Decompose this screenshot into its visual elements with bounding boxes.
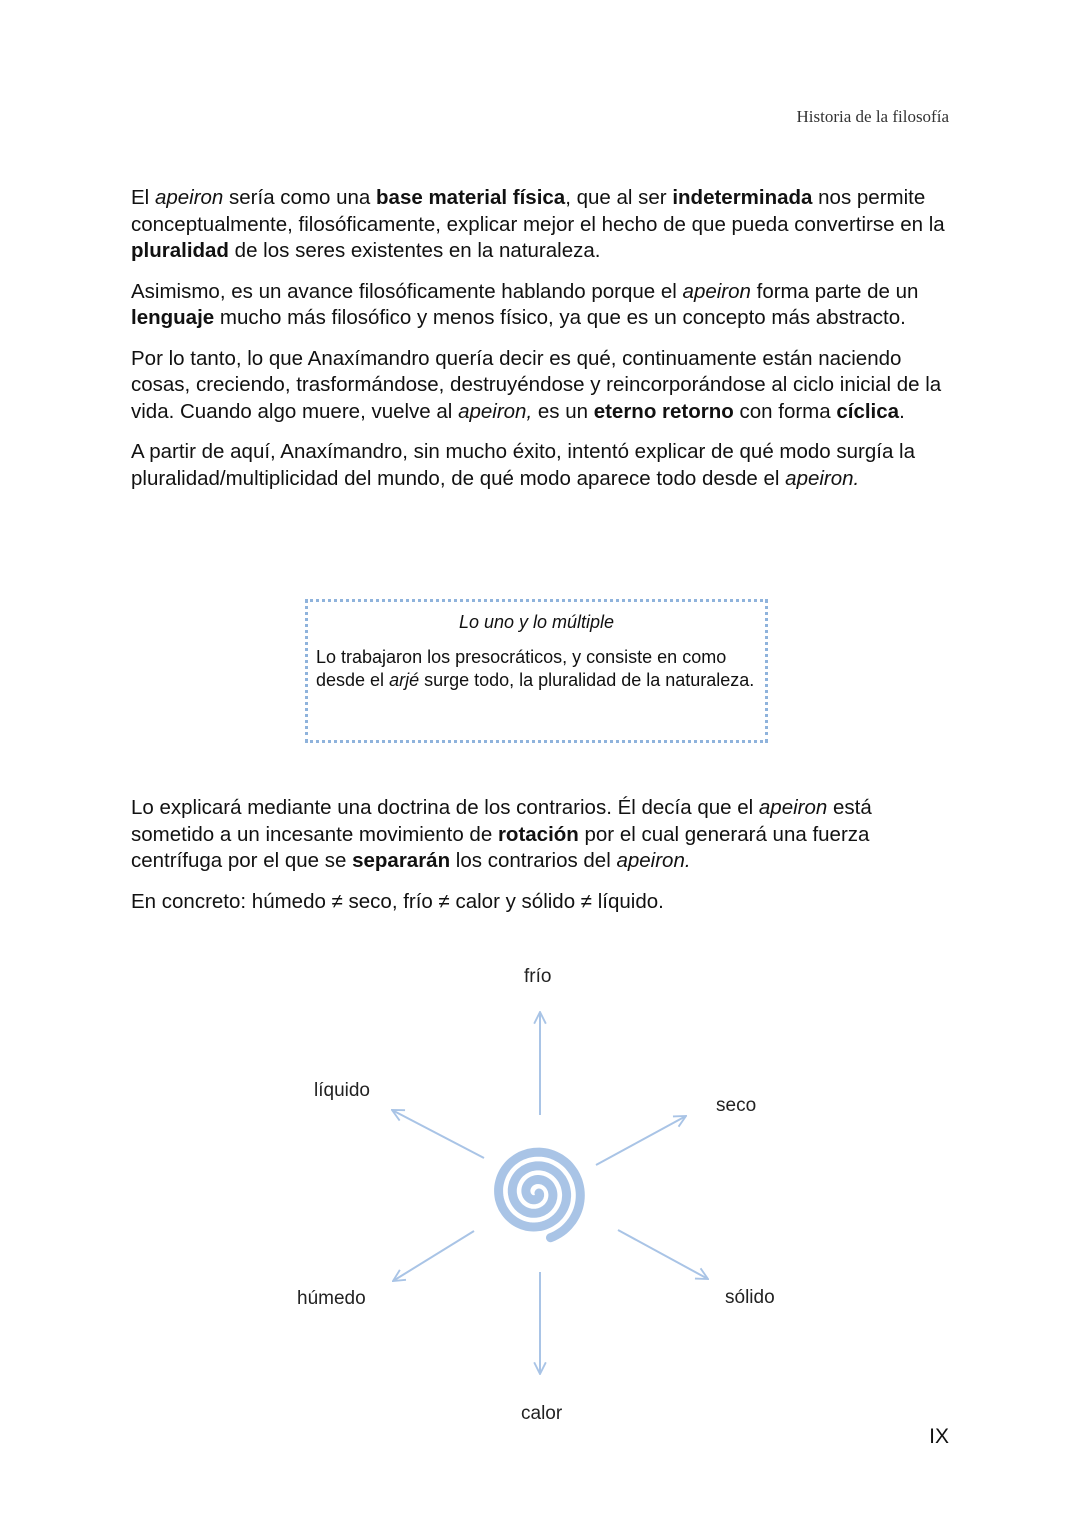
paragraph: [131, 185, 953, 265]
text-run: , que al ser: [565, 186, 673, 209]
label-humedo: húmedo: [297, 1288, 366, 1309]
arrow-liquido: [392, 1110, 484, 1158]
definition-box: [305, 599, 768, 743]
text-run: con forma: [733, 399, 837, 423]
text-run: Lo explicará mediante una doctrina de los contrarios. Él decía que el: [131, 796, 759, 819]
label-seco: seco: [716, 1095, 757, 1116]
text-run: de los seres existentes en la naturaleza.: [228, 239, 601, 262]
paragraph: [131, 439, 953, 492]
arrow-solido: [618, 1230, 708, 1279]
diagram-arrows: [0, 940, 1080, 1440]
text-run: El: [131, 186, 155, 209]
text-run: mucho más filosófico y menos físico, ya que es un concepto más abstracto.: [214, 306, 906, 329]
text-run: apeiron.: [616, 849, 691, 872]
text-run: apeiron,: [458, 399, 533, 423]
text-run: eterno retorno: [593, 399, 734, 423]
text-run: apeiron: [682, 279, 751, 303]
text-run: nos permite conceptualmente, filosóficamente, explicar mejor el hecho de que pueda convertirse en la: [131, 186, 945, 236]
text-run: En concreto: húmedo ≠ seco, frío ≠ calor y sólido ≠ líquido.: [131, 889, 664, 913]
label-calor: calor: [521, 1403, 563, 1424]
text-run: apeiron: [758, 796, 828, 819]
text-run: apeiron: [154, 186, 224, 209]
running-header: Historia de la filosofía: [796, 107, 949, 126]
body-text-top: [131, 185, 953, 506]
text-run: surge todo, la pluralidad de la naturaleza.: [419, 670, 755, 690]
text-run: separarán: [352, 849, 451, 872]
text-run: por el cual generará una fuerza centrífuga por el que se: [131, 822, 870, 872]
text-run: A partir de aquí, Anaxímandro, sin mucho éxito, intentó explicar de qué modo surgía la pluralidad/multiplicidad del mundo, de qué modo aparece todo desde el: [131, 440, 916, 490]
text-run: Lo trabajaron los presocráticos, y consiste en como desde el: [316, 647, 727, 690]
text-run: Por lo tanto, lo que Anaxímandro quería decir es qué, continuamente están naciendo cosas, creciendo, trasformándose, destruyéndose y reincorporándose al ciclo inicial de la vida. Cuando algo muere, vuelve al: [131, 346, 942, 423]
text-run: arjé: [389, 670, 420, 690]
text-run: los contrarios del: [450, 849, 617, 872]
text-run: lenguaje: [131, 306, 215, 329]
paragraph: [131, 346, 953, 426]
label-frio: frío: [524, 966, 552, 987]
text-run: Asimismo, es un avance filosóficamente hablando porque el: [131, 279, 683, 303]
label-solido: sólido: [725, 1287, 775, 1308]
text-run: rotación: [497, 822, 579, 846]
arrow-seco: [596, 1116, 686, 1165]
text-run: .: [899, 399, 905, 423]
text-run: pluralidad: [131, 239, 229, 262]
text-run: forma parte de un: [750, 279, 919, 303]
definition-title: Lo uno y lo múltiple: [458, 612, 615, 632]
body-text-bottom: [131, 795, 953, 929]
arrow-humedo: [393, 1231, 474, 1281]
label-liquido: líquido: [314, 1080, 370, 1101]
paragraph: [131, 279, 953, 332]
text-run: apeiron.: [785, 466, 860, 490]
page-number: IX: [929, 1425, 949, 1448]
text-run: sería como una: [223, 186, 377, 209]
text-run: está sometido a un incesante movimiento de: [131, 796, 872, 846]
text-run: indeterminada: [672, 186, 813, 209]
paragraph: [131, 889, 953, 916]
spiral-icon: [499, 1152, 581, 1238]
text-run: cíclica: [836, 399, 900, 423]
definition-body: [316, 646, 757, 692]
contraries-diagram: [0, 940, 1080, 1440]
text-run: es un: [532, 399, 594, 423]
text-run: base material física: [376, 186, 566, 209]
paragraph: [131, 795, 953, 875]
